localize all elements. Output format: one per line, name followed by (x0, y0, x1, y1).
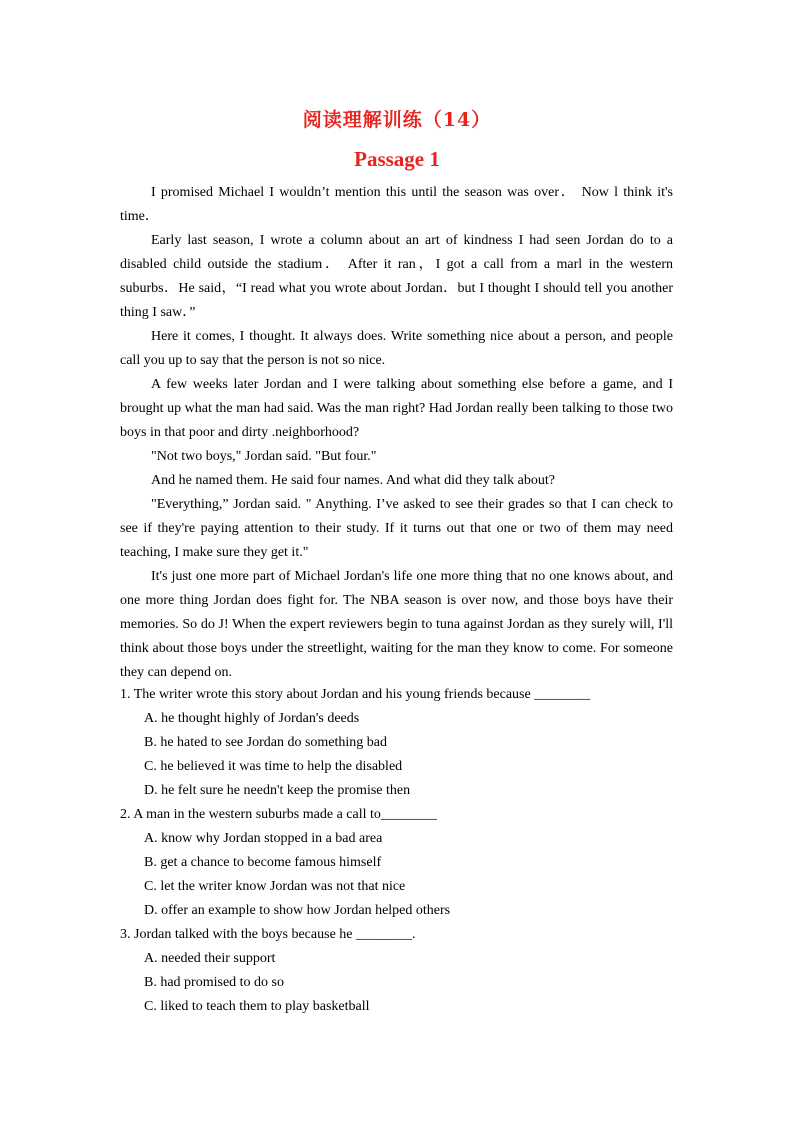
passage-heading: Passage 1 (354, 147, 440, 171)
passage-paragraph: Early last season, I wrote a column about an art of kindness I had seen Jordan do to a disabled child outside the stadium． After it ran，I got a call from a marl in the western suburbs．He said，“I read what you wrote about Jordan．but I thought I should tell you another thing I saw．” (120, 233, 673, 320)
passage-paragraph: Here it comes, I thought. It always does. Write something nice about a person, and people call you up to say that the person is not so nice. (120, 329, 673, 368)
question-stem: 2. A man in the western suburbs made a call to________ (120, 807, 437, 822)
answer-option: C. he believed it was time to help the disabled (144, 759, 403, 774)
answer-option: D. he felt sure he needn't keep the promise then (144, 783, 411, 798)
passage-body (120, 181, 673, 685)
answer-option: C. liked to teach them to play basketball (144, 999, 370, 1014)
answer-option: A. know why Jordan stopped in a bad area (144, 831, 383, 846)
answer-option: C. let the writer know Jordan was not that nice (144, 879, 406, 894)
question-list (120, 683, 680, 1019)
answer-option: A. he thought highly of Jordan's deeds (144, 711, 360, 726)
passage-paragraph: A few weeks later Jordan and I were talking about something else before a game, and I brought up what the man had said. Was the man right? Had Jordan really been talking to those two boys in that poor and dirty .neighborhood? (120, 377, 673, 440)
passage-paragraph: "Everything,” Jordan said. " Anything. I’ve asked to see their grades so that I can check to see if they're paying attention to their study. If it turns out that one or two of them may need teaching, I make sure they get it." (120, 497, 673, 560)
question-stem: 3. Jordan talked with the boys because he ________. (120, 927, 416, 942)
answer-option: B. he hated to see Jordan do something bad (144, 735, 388, 750)
question-stem: 1. The writer wrote this story about Jordan and his young friends because ________ (120, 687, 591, 702)
passage-paragraph: I promised Michael I wouldn’t mention this until the season was over． Now l think it's time． (120, 185, 673, 224)
passage-paragraph: It's just one more part of Michael Jordan's life one more thing that no one knows about, and one more thing Jordan does fight for. The NBA season is over now, and those boys have their memories. So do J! When the expert reviewers begin to tuna against Jordan as they surely will, I'll think about those boys under the streetlight, waiting for the man they know to come. For someone they can depend on. (120, 569, 673, 680)
passage-paragraph: And he named them. He said four names. And what did they talk about? (151, 473, 555, 488)
answer-option: B. get a chance to become famous himself (144, 855, 382, 870)
passage-paragraph: "Not two boys," Jordan said. "But four." (151, 449, 377, 464)
answer-option: B. had promised to do so (144, 975, 284, 990)
answer-option: A. needed their support (144, 951, 276, 966)
answer-option: D. offer an example to show how Jordan helped others (144, 903, 451, 918)
page-title: 阅读理解训练（14） (302, 109, 492, 131)
